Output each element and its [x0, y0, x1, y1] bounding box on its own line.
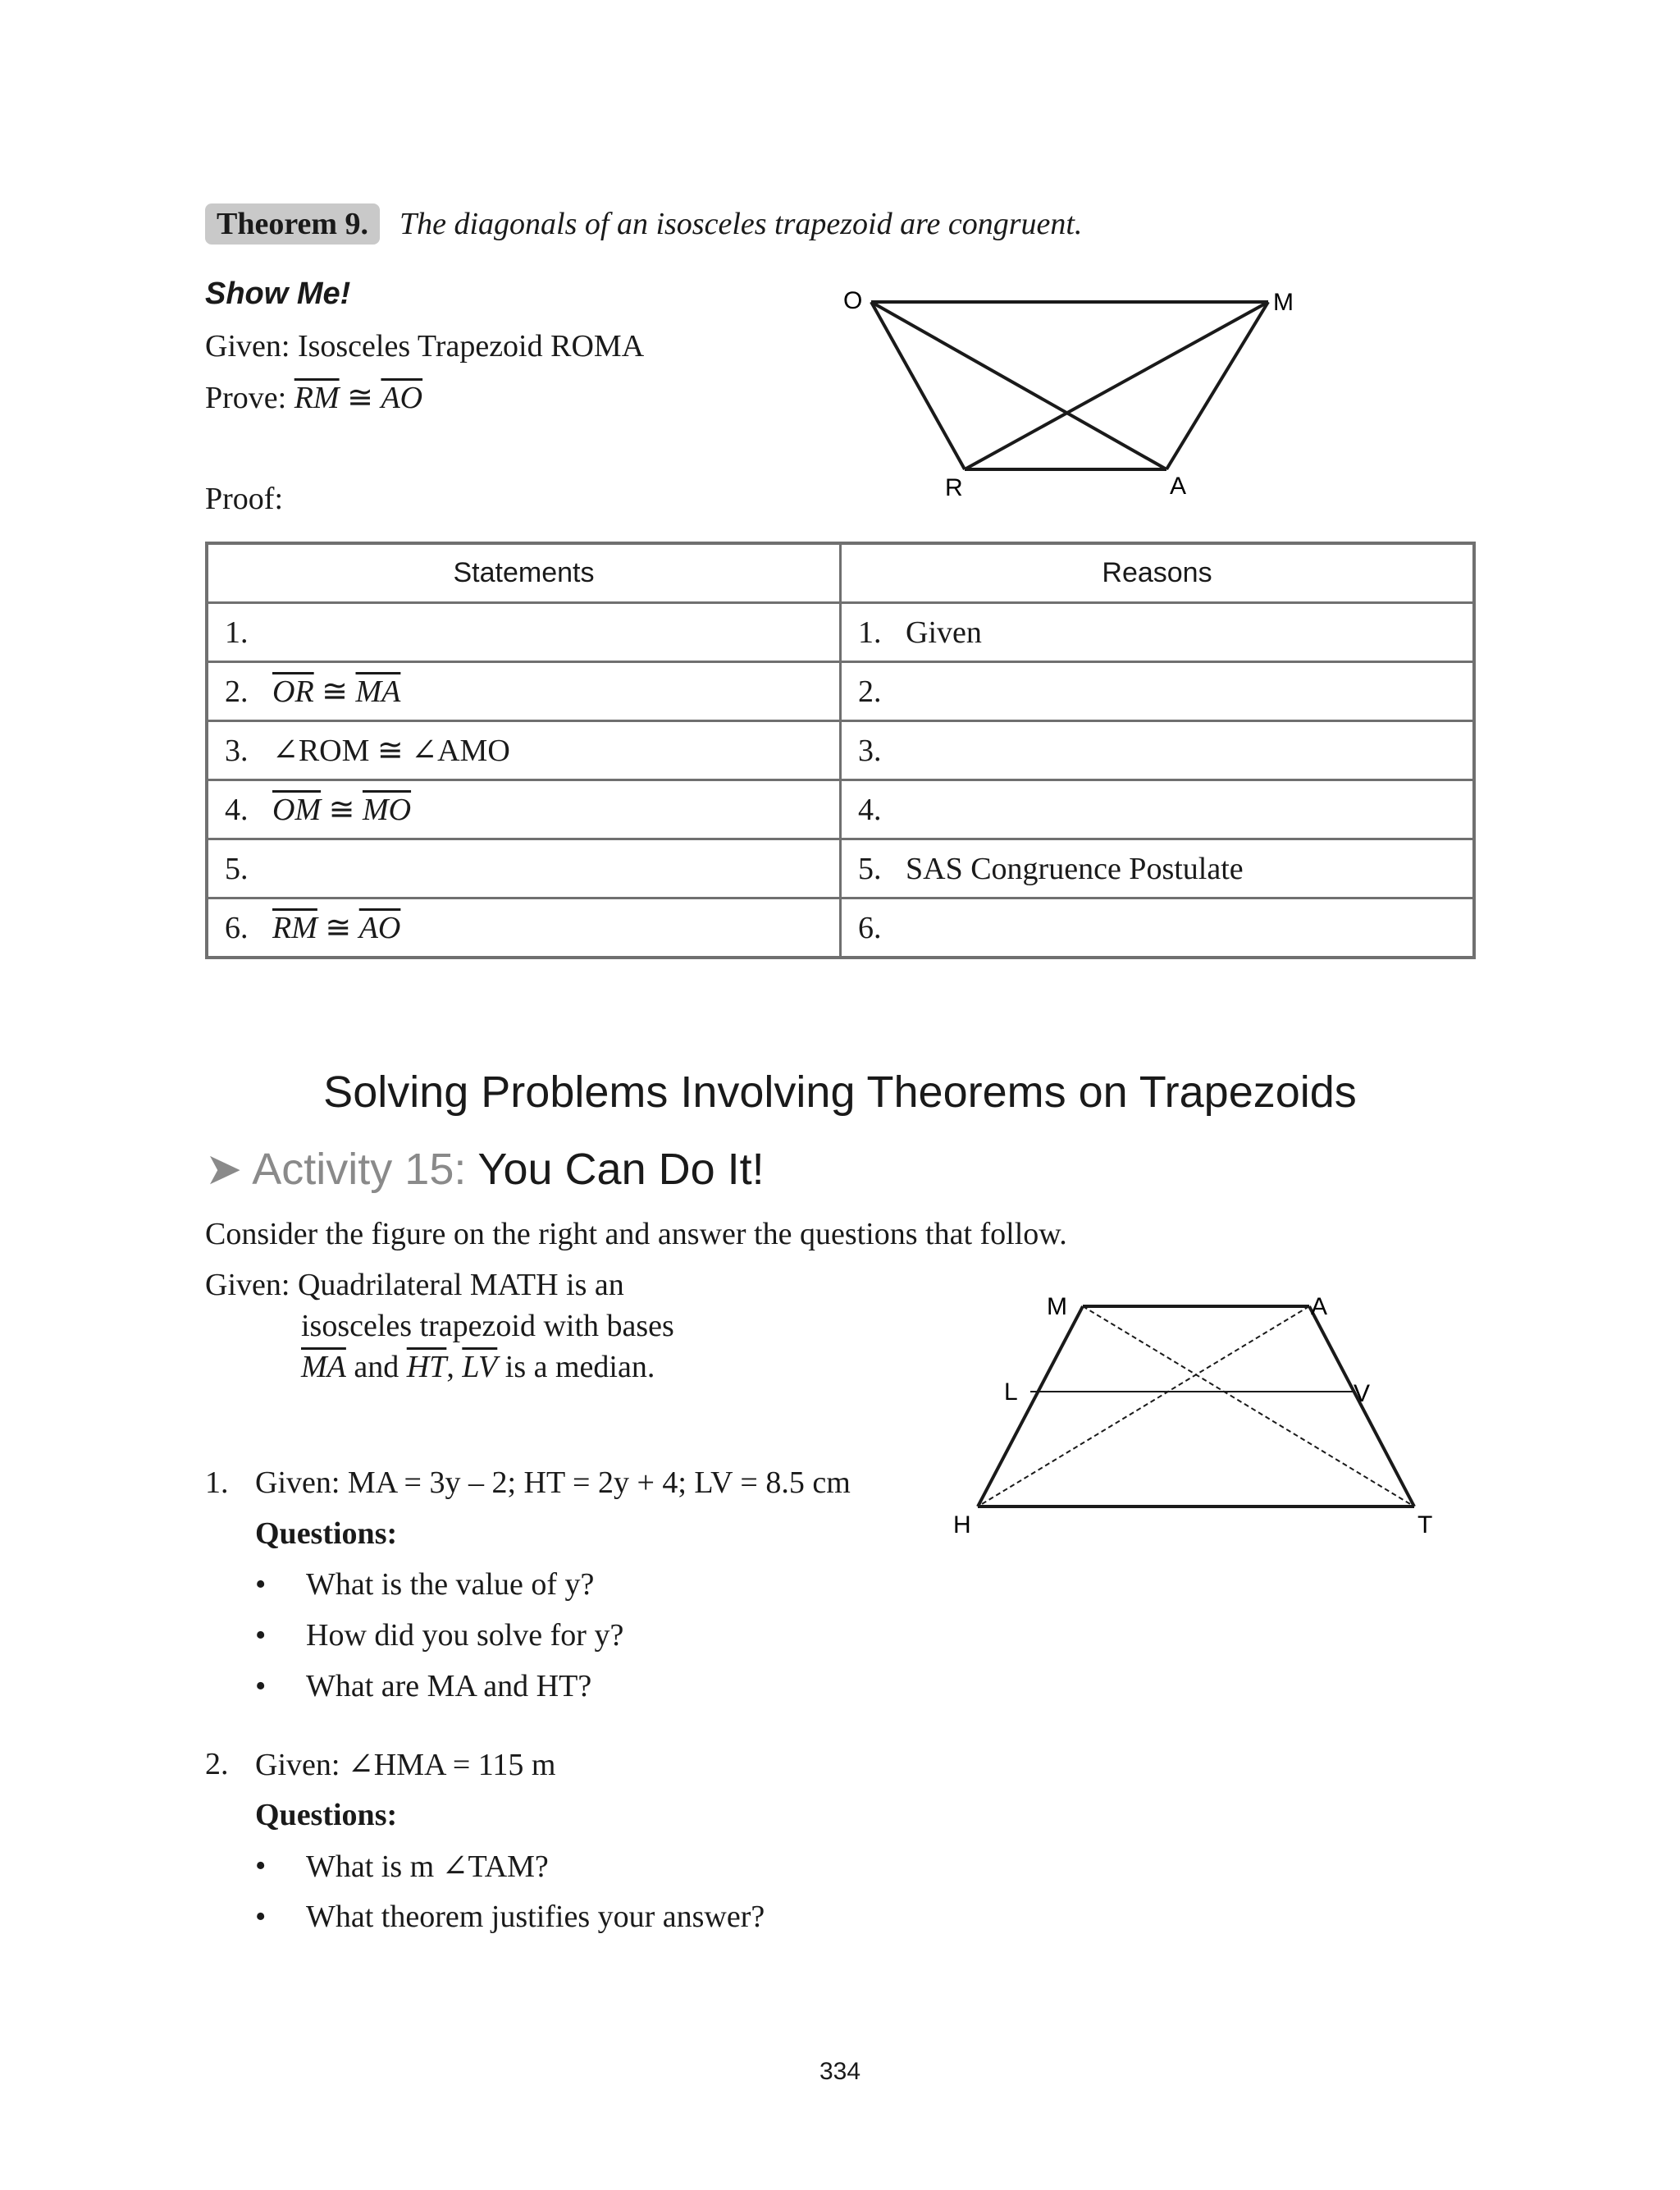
statements-header: Statements	[207, 543, 841, 603]
table-row	[207, 603, 1474, 662]
segment-or: $\overline{OR}$	[272, 674, 314, 709]
reason-cell	[841, 662, 1475, 721]
vertex-label-m: M	[1047, 1293, 1067, 1320]
vertex-label-v: V	[1354, 1380, 1371, 1407]
statement-cell	[207, 898, 841, 958]
statement-number: 3.	[225, 734, 249, 768]
problem2-question-list	[255, 1848, 765, 1950]
segment-lv: $\overline{LV}$	[462, 1350, 498, 1384]
statement-number: 1.	[225, 615, 249, 650]
prove-segment-ao: $\overline{AO}$	[381, 381, 423, 415]
given-text: Isosceles Trapezoid ROMA	[297, 329, 645, 363]
segment-ma: $\overline{MA}$	[301, 1350, 346, 1384]
given-math-line1	[205, 1267, 624, 1303]
trapezoid-math-figure	[935, 1288, 1460, 1543]
reason-number: 6.	[858, 910, 882, 945]
statement-cell	[207, 721, 841, 780]
section-title: Solving Problems Involving Theorems on Trapezoids	[323, 1068, 1357, 1117]
given-math-line2: isosceles trapezoid with bases	[301, 1309, 674, 1343]
list-item	[255, 1848, 765, 1899]
segment-ma: $\overline{MA}$	[355, 674, 401, 709]
vertex-label-o: O	[843, 287, 863, 314]
problem2-questions-label: Questions:	[255, 1798, 398, 1832]
prove-segment-rm: $\overline{RM}$	[294, 381, 340, 415]
list-item	[255, 1617, 623, 1668]
problem2-given: Given: ∠HMA = 115 m	[255, 1748, 556, 1782]
segment-ht: $\overline{HT}$	[406, 1350, 447, 1384]
statement-number: 5.	[225, 851, 249, 886]
statement-cell	[207, 780, 841, 839]
activity-number: Activity 15:	[252, 1145, 467, 1194]
problem1-questions-label: Questions:	[255, 1516, 398, 1551]
reason-number: 4.	[858, 792, 882, 827]
statement-number: 2.	[225, 674, 249, 709]
statement-cell	[207, 839, 841, 898]
arrow-icon: ➤	[205, 1145, 243, 1194]
congruent-symbol: ≅	[322, 674, 348, 709]
reason-cell	[841, 839, 1475, 898]
intro-text: Consider the figure on the right and answer the questions that follow.	[205, 1217, 1067, 1251]
segment-rm: $\overline{RM}$	[272, 911, 317, 945]
reason-cell	[841, 721, 1475, 780]
vertex-label-a: A	[1311, 1293, 1328, 1320]
reason-cell	[841, 603, 1475, 662]
and-word: and	[354, 1350, 399, 1384]
problem1-given: Given: MA = 3y – 2; HT = 2y + 4; LV = 8.5 cm	[255, 1465, 851, 1500]
reason-number: 1.	[858, 615, 882, 650]
reason-number: 2.	[858, 674, 882, 709]
table-row	[207, 721, 1474, 780]
given-label: Given:	[205, 329, 290, 363]
reason-text: SAS Congruence Postulate	[906, 851, 1244, 886]
segment-om: $\overline{OM}$	[272, 793, 322, 827]
reason-number: 5.	[858, 851, 882, 886]
vertex-label-m: M	[1273, 289, 1294, 316]
theorem-statement: The diagonals of an isosceles trapezoid are congruent.	[399, 207, 1083, 241]
statement-number: 6.	[225, 911, 249, 945]
congruent-symbol: ≅	[325, 911, 352, 945]
list-item	[255, 1668, 623, 1719]
vertex-label-t: T	[1418, 1511, 1433, 1538]
side-ma	[1166, 302, 1268, 469]
median-text: is a median.	[504, 1350, 655, 1384]
reason-text: Given	[906, 615, 982, 650]
comma: ,	[446, 1350, 454, 1384]
congruent-symbol: ≅	[347, 381, 373, 415]
question-text: What is the value of y?	[306, 1567, 595, 1602]
reason-number: 3.	[858, 733, 882, 768]
table-row	[207, 780, 1474, 839]
vertex-label-l: L	[1004, 1378, 1018, 1406]
question-text: What theorem justifies your answer?	[306, 1900, 765, 1934]
statement-cell	[207, 603, 841, 662]
reason-cell	[841, 780, 1475, 839]
table-row	[207, 839, 1474, 898]
theorem-label: Theorem 9.	[205, 203, 380, 245]
problem1-question-list	[255, 1566, 623, 1719]
table-row	[207, 662, 1474, 721]
show-me-heading: Show Me!	[205, 277, 351, 311]
statement-number: 4.	[225, 793, 249, 827]
statement-cell	[207, 662, 841, 721]
prove-label: Prove:	[205, 381, 287, 415]
bullet-icon: •	[255, 1900, 267, 1934]
diagonal-oa	[871, 302, 1166, 469]
question-text: What are MA and HT?	[306, 1669, 592, 1703]
page-number: 334	[819, 2058, 861, 2085]
proof-table	[205, 542, 1476, 959]
prove-line	[205, 379, 422, 416]
diagonal-ah	[978, 1306, 1309, 1506]
activity-title: You Can Do It!	[477, 1145, 765, 1194]
bullet-icon: •	[255, 1618, 267, 1653]
vertex-label-r: R	[945, 474, 963, 501]
list-item	[255, 1899, 765, 1950]
vertex-label-h: H	[953, 1511, 971, 1538]
question-text: What is m ∠TAM?	[306, 1849, 549, 1884]
leg-mh	[978, 1306, 1083, 1506]
question-text: How did you solve for y?	[306, 1618, 624, 1653]
reasons-header: Reasons	[841, 543, 1475, 603]
given-math-label: Given:	[205, 1268, 290, 1302]
segment-ao: $\overline{AO}$	[358, 911, 401, 945]
reason-cell	[841, 898, 1475, 958]
bullet-icon: •	[255, 1849, 267, 1883]
proof-table-header-row	[207, 543, 1474, 603]
proof-label: Proof:	[205, 482, 283, 516]
given-math-line3	[301, 1349, 655, 1385]
problem1-number: 1.	[205, 1465, 229, 1500]
diagonal-rm	[965, 302, 1268, 469]
given-math-text1: Quadrilateral MATH is an	[297, 1268, 624, 1302]
bullet-icon: •	[255, 1567, 267, 1602]
list-item	[255, 1566, 623, 1617]
vertex-label-a: A	[1170, 473, 1187, 500]
trapezoid-roma-figure	[820, 279, 1329, 509]
congruent-symbol: ≅	[328, 793, 355, 827]
statement-text: ∠ROM ≅ ∠AMO	[272, 734, 510, 768]
given-line	[205, 328, 644, 364]
activity-heading	[205, 1143, 765, 1195]
table-row	[207, 898, 1474, 958]
problem2-number: 2.	[205, 1747, 229, 1781]
bullet-icon: •	[255, 1669, 267, 1703]
segment-mo: $\overline{MO}$	[362, 793, 412, 827]
